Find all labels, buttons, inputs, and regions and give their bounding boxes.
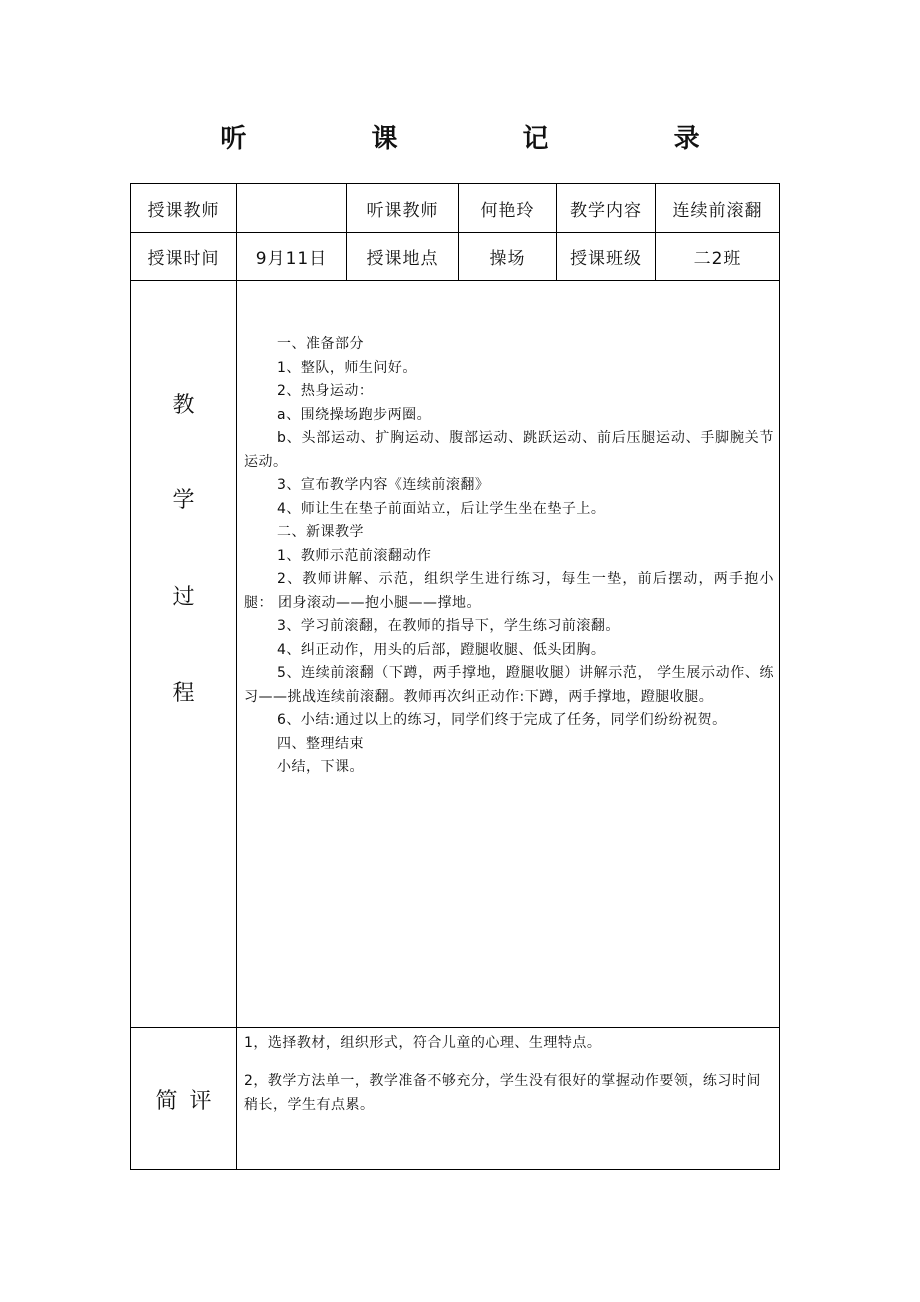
process-line: 4、师让生在垫子前面站立，后让学生坐在垫子上。	[277, 500, 606, 517]
process-line: 3、宣布教学内容《连续前滚翻》	[277, 477, 490, 493]
label-time: 授课时间	[147, 249, 220, 269]
process-label-char: 过	[172, 585, 195, 610]
process-line: 1、整队，师生问好。	[277, 359, 417, 376]
process-label-char: 程	[172, 681, 195, 706]
process-line: a、围绕操场跑步两圈。	[277, 406, 432, 423]
label-class: 授课班级	[570, 249, 642, 269]
value-location: 操场	[489, 249, 526, 269]
review-text	[244, 1031, 774, 1117]
label-teacher: 授课教师	[147, 200, 220, 221]
process-line: 2、热身运动：	[277, 383, 374, 399]
process-label-char: 教	[172, 393, 195, 418]
value-observer: 何艳玲	[480, 200, 535, 221]
value-content: 连续前滚翻	[672, 200, 763, 221]
table-border-right	[779, 183, 780, 1170]
process-label-char: 学	[172, 488, 195, 513]
table-row-divider	[130, 1027, 780, 1028]
value-teacher	[237, 184, 346, 232]
process-line: 一、准备部分	[277, 336, 364, 352]
page-title: 听 课 记 录	[220, 124, 758, 154]
process-line: 1、教师示范前滚翻动作	[277, 547, 432, 564]
process-text	[244, 333, 774, 780]
value-class: 二2班	[693, 249, 742, 269]
label-content: 教学内容	[570, 200, 642, 221]
review-line: 2，教学方法单一，教学准备不够充分，学生没有很好的掌握动作要领，练习时间稍长，学生有点累。	[244, 1073, 761, 1113]
process-line: 四、整理结束	[277, 735, 364, 752]
process-line: 6、小结:通过以上的练习，同学们终于完成了任务，同学们纷纷祝贺。	[277, 712, 727, 728]
review-line: 1，选择教材，组织形式，符合儿童的心理、生理特点。	[244, 1035, 602, 1051]
process-line: 2、教师讲解、示范，组织学生进行练习，每生一垫，前后摆动，两手抱小腿： 团身滚动——抱小腿——撑地。	[244, 571, 774, 611]
value-time: 9月11日	[255, 249, 328, 269]
review-label: 简评	[155, 1089, 224, 1114]
process-line: b、头部运动、扩胸运动、腹部运动、跳跃运动、前后压腿运动、手脚腕关节运动。	[244, 430, 774, 470]
table-col-divider	[236, 183, 237, 1170]
table-border-bottom	[130, 1169, 780, 1170]
process-line: 5、连续前滚翻（下蹲，两手撑地，蹬腿收腿）讲解示范， 学生展示动作、练习——挑战连续前滚翻。教师再次纠正动作:下蹲，两手撑地，蹬腿收腿。	[244, 665, 774, 705]
label-location: 授课地点	[366, 249, 439, 269]
process-line: 3、学习前滚翻，在教师的指导下，学生练习前滚翻。	[277, 618, 620, 634]
process-line: 4、纠正动作，用头的后部，蹬腿收腿、低头团胸。	[277, 641, 606, 658]
table-row-divider	[130, 280, 780, 281]
process-line: 小结，下课。	[277, 759, 364, 775]
process-line: 二、新课教学	[277, 524, 364, 540]
label-observer: 听课教师	[366, 200, 439, 221]
